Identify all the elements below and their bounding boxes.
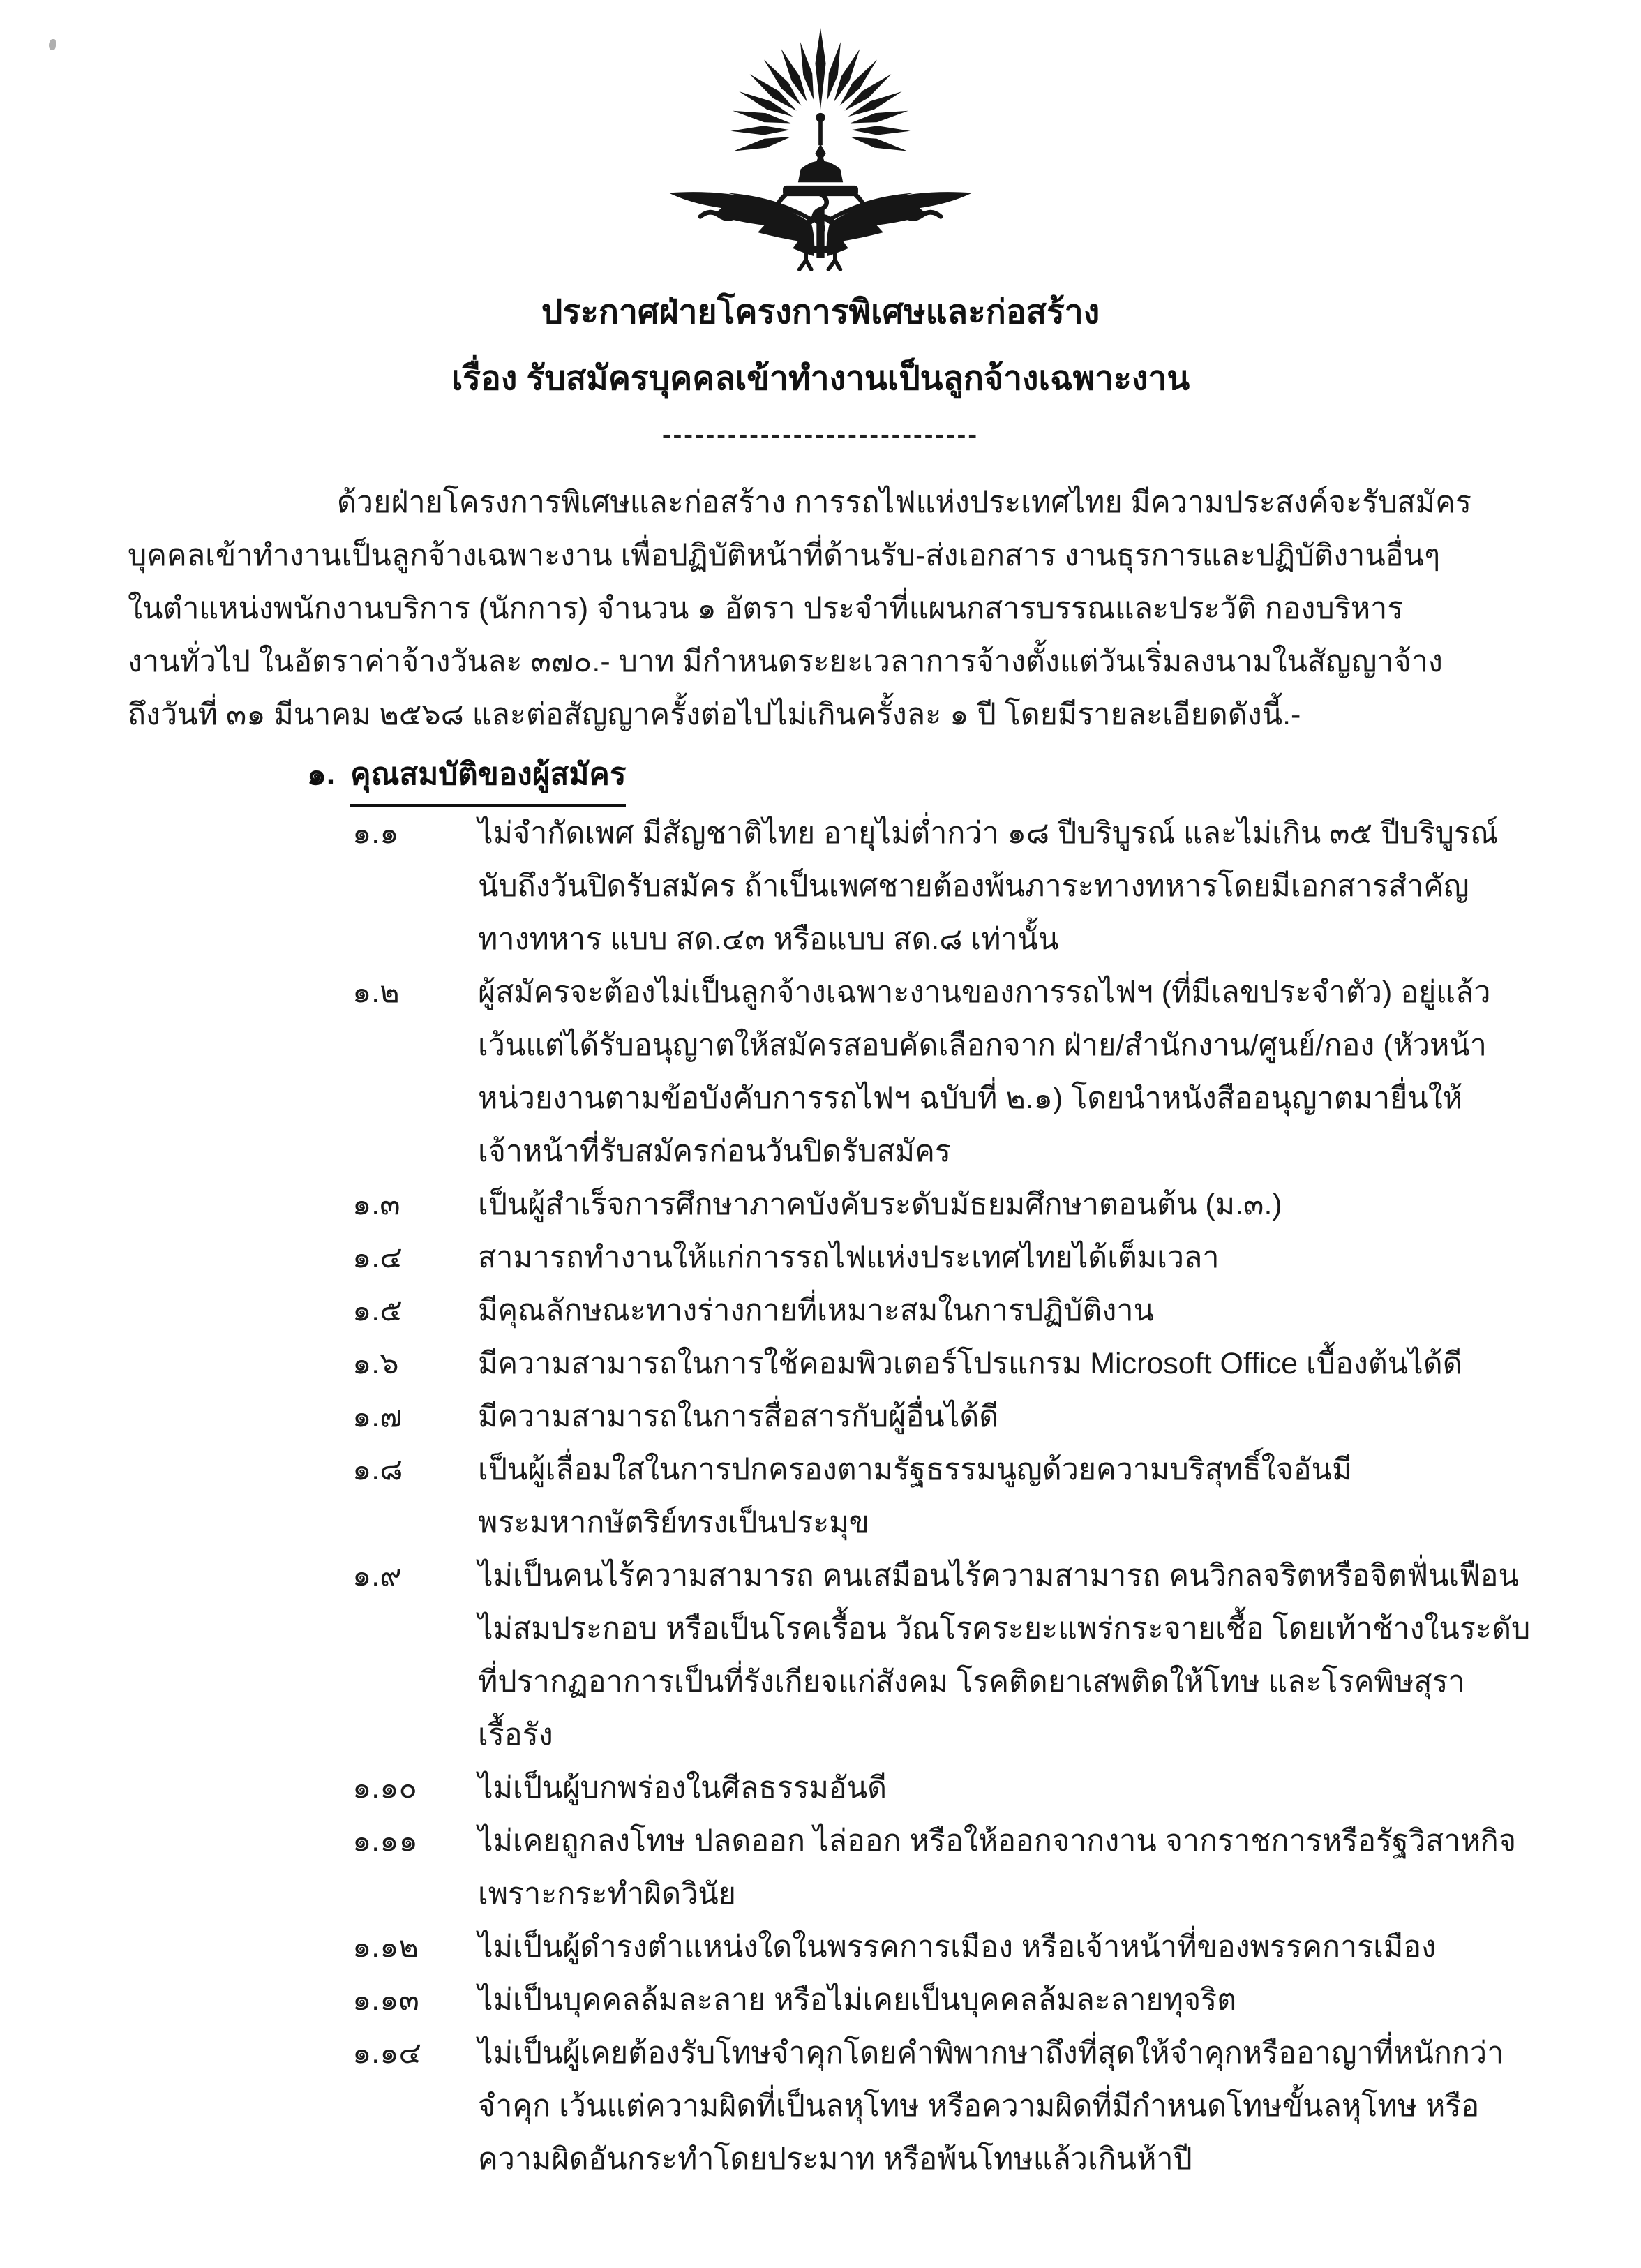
document-subject: เรื่อง รับสมัครบุคคลเข้าทำงานเป็นลูกจ้างเฉพาะงาน [451, 360, 1190, 397]
item-line: เป็นผู้สำเร็จการศึกษาภาคบังคับระดับมัธยมศึกษาตอนต้น (ม.๓.) [478, 1188, 1282, 1221]
item-line: เจ้าหน้าที่รับสมัครก่อนวันปิดรับสมัคร [478, 1135, 951, 1168]
item-line: หน่วยงานตามข้อบังคับการรถไฟฯ ฉบับที่ ๒.๑) โดยนำหนังสืออนุญาตมายื่นให้ [478, 1082, 1463, 1115]
item-line: มีความสามารถในการใช้คอมพิวเตอร์โปรแกรม Microsoft Office เบื้องต้นได้ดี [478, 1347, 1462, 1380]
item-line: ทางทหาร แบบ สด.๔๓ หรือแบบ สด.๘ เท่านั้น [478, 923, 1059, 956]
qualification-item [352, 1337, 1536, 1390]
item-line: มีความสามารถในการสื่อสารกับผู้อื่นได้ดี [478, 1400, 999, 1433]
item-line: จำคุก เว้นแต่ความผิดที่เป็นลหุโทษ หรือความผิดที่มีกำหนดโทษขั้นลหุโทษ หรือ [478, 2089, 1480, 2123]
item-number: ๑.๑๔ [352, 2036, 422, 2070]
item-number: ๑.๗ [352, 1400, 403, 1433]
item-line: ไม่เคยถูกลงโทษ ปลดออก ไล่ออก หรือให้ออกจากงาน จากราชการหรือรัฐวิสาหกิจ [478, 1824, 1517, 1858]
item-number: ๑.๔ [352, 1241, 403, 1274]
emblem-rays [730, 28, 911, 163]
srt-emblem-logo [646, 25, 995, 271]
item-line: ผู้สมัครจะต้องไม่เป็นลูกจ้างเฉพาะงานของการรถไฟฯ (ที่มีเลขประจำตัว) อยู่แล้ว [478, 976, 1491, 1009]
qualification-item [352, 1761, 1536, 1814]
item-number: ๑.๑๑ [352, 1824, 418, 1858]
item-line: ที่ปรากฏอาการเป็นที่รังเกียจแก่สังคม โรคติดยาเสพติดให้โทษ และโรคพิษสุรา [478, 1665, 1465, 1699]
item-number: ๑.๙ [352, 1559, 402, 1592]
qualification-item [352, 1284, 1536, 1337]
item-line: เรื้อรัง [478, 1718, 553, 1752]
item-line: เว้นแต่ได้รับอนุญาตให้สมัครสอบคัดเลือกจาก ฝ่าย/สำนักงาน/ศูนย์/กอง (หัวหน้า [478, 1029, 1487, 1062]
document-title: ประกาศฝ่ายโครงการพิเศษและก่อสร้าง [541, 294, 1100, 331]
qualification-item [352, 1920, 1536, 1974]
item-number: ๑.๑ [352, 816, 399, 850]
intro-line: บุคคลเข้าทำงานเป็นลูกจ้างเฉพาะงาน เพื่อปฏิบัติหน้าที่ด้านรับ-ส่งเอกสาร งานธุรการและปฏิบัติงานอื่นๆ [128, 539, 1441, 572]
item-line: มีคุณลักษณะทางร่างกายที่เหมาะสมในการปฏิบัติงาน [478, 1294, 1154, 1327]
qualification-item [352, 1974, 1536, 2027]
item-line: เป็นผู้เลื่อมใสในการปกครองตามรัฐธรรมนูญด้วยความบริสุทธิ์ใจอันมี [478, 1453, 1352, 1486]
qualification-item [352, 966, 1536, 1178]
item-number: ๑.๓ [352, 1188, 400, 1221]
intro-line: ถึงวันที่ ๓๑ มีนาคม ๒๕๖๘ และต่อสัญญาครั้งต่อไปไม่เกินครั้งละ ๑ ปี โดยมีรายละเอียดดังนี้.- [128, 698, 1301, 731]
qualification-item [352, 807, 1536, 966]
section-heading [307, 748, 1536, 807]
item-number: ๑.๕ [352, 1294, 403, 1327]
section-number: ๑. [307, 757, 336, 791]
item-line: นับถึงวันปิดรับสมัคร ถ้าเป็นเพศชายต้องพ้นภาระทางทหารโดยมีเอกสารสำคัญ [478, 870, 1469, 903]
item-number: ๑.๖ [352, 1347, 399, 1380]
document-body [0, 458, 1641, 2186]
item-number: ๑.๑๐ [352, 1771, 417, 1805]
intro-line: งานทั่วไป ในอัตราค่าจ้างวันละ ๓๗๐.- บาท มีกำหนดระยะเวลาการจ้างตั้งแต่วันเริ่มลงนามในสัญญาจ้าง [128, 645, 1443, 678]
dashed-separator: ----------------------------- [662, 420, 979, 449]
emblem-crown [783, 148, 858, 196]
item-line: ไม่เป็นผู้เคยต้องรับโทษจำคุกโดยคำพิพากษาถึงที่สุดให้จำคุกหรืออาญาที่หนักกว่า [478, 2036, 1504, 2070]
item-number: ๑.๒ [352, 976, 400, 1009]
item-number: ๑.๑๒ [352, 1930, 419, 1964]
item-line: สามารถทำงานให้แก่การรถไฟแห่งประเทศไทยได้เต็มเวลา [478, 1241, 1220, 1274]
item-line: ไม่จำกัดเพศ มีสัญชาติไทย อายุไม่ต่ำกว่า ๑๘ ปีบริบูรณ์ และไม่เกิน ๓๕ ปีบริบูรณ์ [478, 816, 1499, 850]
item-line: ไม่เป็นผู้บกพร่องในศีลธรรมอันดี [478, 1771, 887, 1805]
item-line: เพราะกระทำผิดวินัย [478, 1877, 736, 1911]
qualification-item [352, 1178, 1536, 1231]
item-line: ไม่เป็นคนไร้ความสามารถ คนเสมือนไร้ความสามารถ คนวิกลจริตหรือจิตฟั่นเฟือน [478, 1559, 1519, 1592]
item-line: ไม่สมประกอบ หรือเป็นโรคเรื้อน วัณโรคระยะแพร่กระจายเชื้อ โดยเท้าช้างในระดับ [478, 1612, 1531, 1646]
item-line: ความผิดอันกระทำโดยประมาท หรือพ้นโทษแล้วเกินห้าปี [478, 2142, 1192, 2176]
qualification-item [352, 1549, 1536, 1761]
item-line: พระมหากษัตริย์ทรงเป็นประมุข [478, 1506, 870, 1539]
intro-line: ในตำแหน่งพนักงานบริการ (นักการ) จำนวน ๑ อัตรา ประจำที่แผนกสารบรรณและประวัติ กองบริหาร [128, 592, 1404, 625]
ink-smudge [49, 39, 56, 50]
qualification-item [352, 1390, 1536, 1443]
qualification-item [352, 1814, 1536, 1920]
qualification-item [352, 1443, 1536, 1549]
qualification-item [352, 1231, 1536, 1284]
item-number: ๑.๘ [352, 1453, 403, 1486]
item-line: ไม่เป็นผู้ดำรงตำแหน่งใดในพรรคการเมือง หรือเจ้าหน้าที่ของพรรคการเมือง [478, 1930, 1437, 1964]
item-number: ๑.๑๓ [352, 1983, 419, 2017]
item-line: ไม่เป็นบุคคลล้มละลาย หรือไม่เคยเป็นบุคคลล้มละลายทุจริต [478, 1983, 1237, 2017]
section-title: คุณสมบัติของผู้สมัคร [350, 748, 626, 807]
srt-winged-wheel-emblem-icon [646, 25, 995, 271]
document-header [0, 279, 1641, 458]
intro-line: ด้วยฝ่ายโครงการพิเศษและก่อสร้าง การรถไฟแห่งประเทศไทย มีความประสงค์จะรับสมัคร [337, 486, 1472, 519]
qualification-item [352, 2027, 1536, 2186]
